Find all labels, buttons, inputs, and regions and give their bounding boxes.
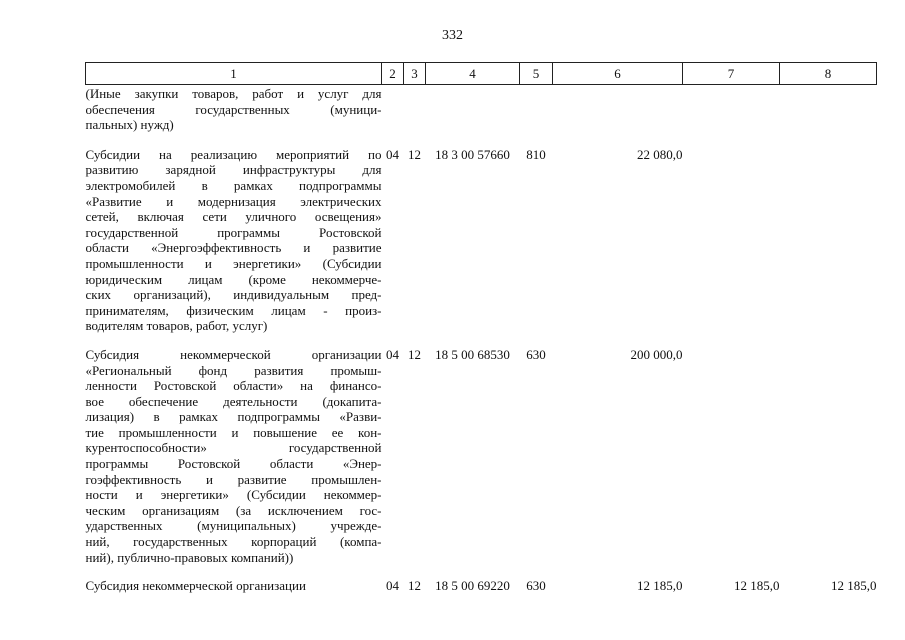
description-line: «Региональный фонд развития промыш- <box>85 362 382 378</box>
table-row <box>86 343 877 574</box>
amount-year-1 <box>553 85 683 143</box>
amount-year-1: 12 185,0 <box>637 578 683 594</box>
amount-year-3 <box>780 143 877 343</box>
description-line: ности и энергетики» (Субсидии некоммер- <box>85 487 382 503</box>
description-line: принимателям, физическим лицам - произ- <box>85 302 382 318</box>
amount-year-1: 200 000,0 <box>630 346 683 362</box>
amount-year-2: 12 185,0 <box>734 578 780 594</box>
description-line: обеспечения государственных (муници- <box>85 101 382 117</box>
table-body <box>86 85 877 594</box>
subsection-code: 12 <box>408 578 421 594</box>
header-col-2: 2 <box>382 63 404 85</box>
amount-year-2 <box>683 343 780 574</box>
description-line: водителям товаров, работ, услуг) <box>85 318 268 334</box>
description-line: ний, государственных корпораций (компа- <box>85 534 382 550</box>
expense-type-code: 630 <box>526 578 546 594</box>
description-line: развитию зарядной инфраструктуры для <box>85 162 382 178</box>
section-code: 04 <box>386 146 399 162</box>
subsection-code <box>404 85 426 143</box>
target-article-code: 18 5 00 68530 <box>435 346 510 362</box>
description-line: курентоспособности» государственной <box>85 440 382 456</box>
description-line: гоэффективность и развитие промышлен- <box>85 471 382 487</box>
table-row <box>86 143 877 343</box>
description-line: тие промышленности и повышение ее кон- <box>85 424 382 440</box>
section-code <box>382 85 404 143</box>
description-line: ний), публично-правовых компаний)) <box>85 549 294 565</box>
description-line: государственной программы Ростовской <box>85 224 382 240</box>
description-line: ских организаций), индивидуальным пред- <box>85 287 382 303</box>
table-row <box>86 574 877 594</box>
subsection-code: 12 <box>408 346 421 362</box>
description-line: программы Ростовской области «Энер- <box>85 456 382 472</box>
section-code: 04 <box>386 578 399 594</box>
description-line: (Иные закупки товаров, работ и услуг для <box>85 86 382 101</box>
header-col-7: 7 <box>683 63 780 85</box>
budget-table <box>85 62 877 594</box>
target-article-code: 18 5 00 69220 <box>435 578 510 594</box>
header-col-4: 4 <box>426 63 520 85</box>
description-line: лизация) в рамках подпрограммы «Разви- <box>85 409 382 425</box>
table-row <box>86 85 877 143</box>
description-line: Субсидия некоммерческой организации <box>85 578 306 594</box>
amount-year-3 <box>780 343 877 574</box>
expense-type-code: 810 <box>526 146 546 162</box>
description-line: Субсидии на реализацию мероприятий по <box>85 146 382 162</box>
header-col-5: 5 <box>520 63 553 85</box>
description-line: ческим организациям (за исключением гос- <box>85 502 382 518</box>
description-line: сетей, включая сети уличного освещения» <box>85 209 382 225</box>
section-code: 04 <box>386 346 399 362</box>
description-line: «Развитие и модернизация электрических <box>85 193 382 209</box>
amount-year-2 <box>683 143 780 343</box>
amount-year-3: 12 185,0 <box>831 578 877 594</box>
description-line: вое обеспечение деятельности (докапита- <box>85 393 382 409</box>
row-description <box>86 343 382 574</box>
description-line: электромобилей в рамках подпрограммы <box>85 177 382 193</box>
description-line: области «Энергоэффективность и развитие <box>85 240 382 256</box>
description-line: пальных) нужд) <box>85 117 174 133</box>
subsection-code: 12 <box>408 146 421 162</box>
description-line: ленности Ростовской области» на финансо- <box>85 378 382 394</box>
header-col-3: 3 <box>404 63 426 85</box>
header-col-8: 8 <box>780 63 877 85</box>
description-line: Субсидия некоммерческой организации <box>85 346 382 362</box>
amount-year-2 <box>683 85 780 143</box>
description-line: промышленности и энергетики» (Субсидии <box>85 255 382 271</box>
row-description <box>86 143 382 343</box>
description-line: ударственных (муниципальных) учрежде- <box>85 518 382 534</box>
row-description <box>86 85 382 143</box>
description-line: юридическим лицам (кроме некоммерче- <box>85 271 382 287</box>
target-article-code: 18 3 00 57660 <box>435 146 510 162</box>
header-row <box>86 63 877 85</box>
amount-year-1: 22 080,0 <box>637 146 683 162</box>
page-number: 332 <box>442 28 463 43</box>
row-description <box>86 574 382 594</box>
header-col-1: 1 <box>86 63 382 85</box>
expense-type-code <box>520 85 553 143</box>
expense-type-code: 630 <box>526 346 546 362</box>
target-article-code <box>426 85 520 143</box>
amount-year-3 <box>780 85 877 143</box>
header-col-6: 6 <box>553 63 683 85</box>
